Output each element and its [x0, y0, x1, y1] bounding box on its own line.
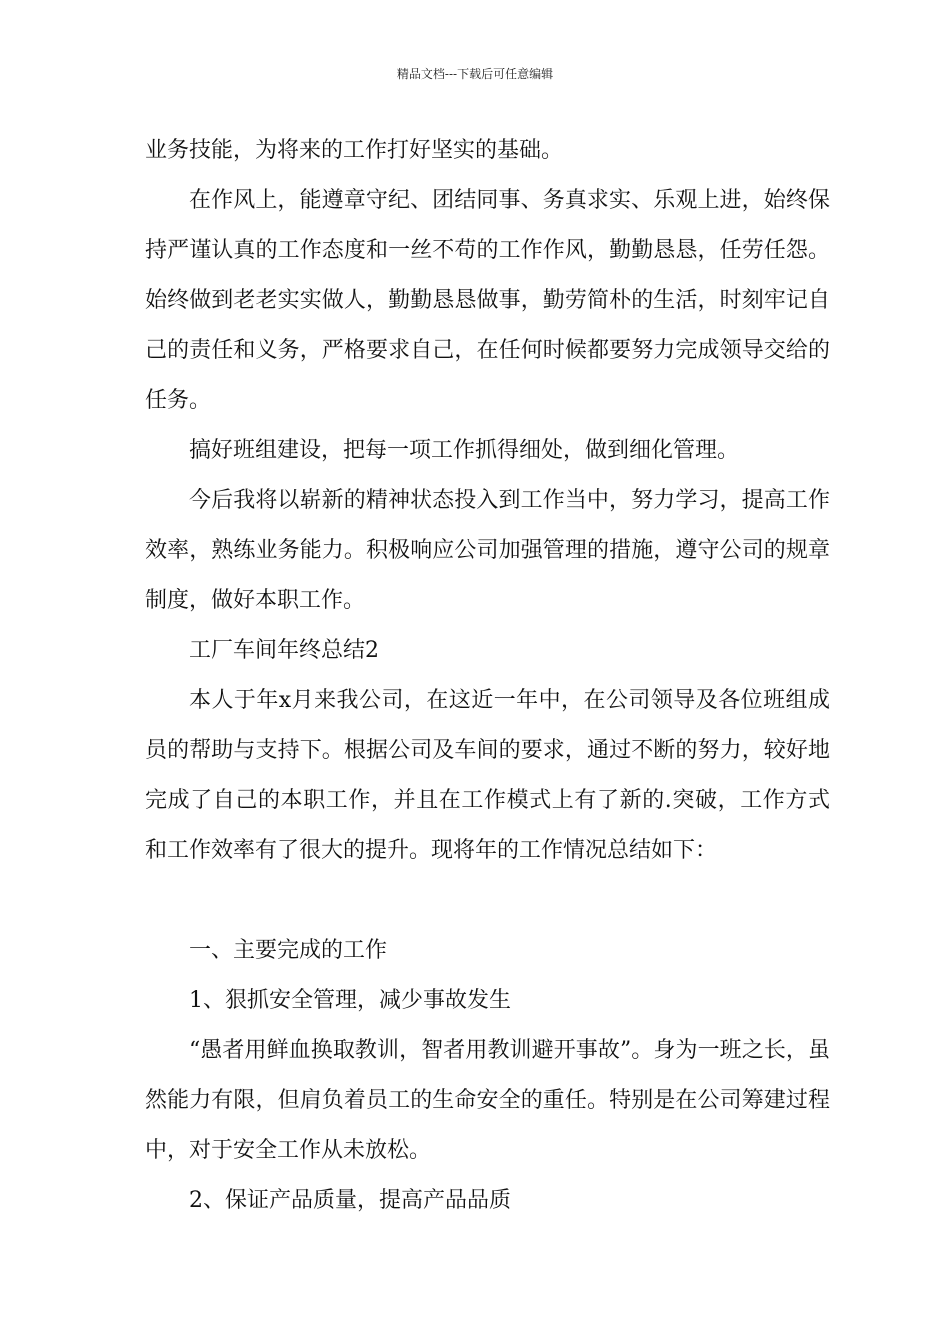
- paragraph-intro: 本人于年x月来我公司，在这近一年中，在公司领导及各位班组成员的帮助与支持下。根据公司及车间的要求，通过不断的努力，较好地完成了自己的本职工作，并且在工作模式上有了新的.突破，工作方式和工作效率有了很大的提升。现将年的工作情况总结如下：: [145, 688, 830, 863]
- section-title-summary-2: 工厂车间年终总结2: [189, 638, 379, 663]
- paragraph-safety: “愚者用鲜血换取教训，智者用教训避开事故”。身为一班之长，虽然能力有限，但肩负着员工的生命安全的重任。特别是在公司筹建过程中，对于安全工作从未放松。: [145, 1038, 830, 1163]
- subheading-quality: 2、保证产品质量，提高产品品质: [189, 1188, 511, 1213]
- paragraph-future-plan: 今后我将以崭新的精神状态投入到工作当中，努力学习，提高工作效率，熟练业务能力。积极响应公司加强管理的措施，遵守公司的规章制度，做好本职工作。: [145, 488, 830, 613]
- paragraph-work-style: 在作风上，能遵章守纪、团结同事、务真求实、乐观上进，始终保持严谨认真的工作态度和一丝不苟的工作作风，勤勤恳恳，任劳任怨。始终做到老老实实做人，勤勤恳恳做事，勤劳简朴的生活，时刻牢记自己的责任和义务，严格要求自己，在任何时候都要努力完成领导交给的任务。: [145, 188, 830, 413]
- paragraph-continuation: 业务技能，为将来的工作打好坚实的基础。: [145, 138, 564, 163]
- heading-main-work: 一、主要完成的工作: [189, 938, 388, 963]
- paragraph-team-building: 搞好班组建设，把每一项工作抓得细处，做到细化管理。: [189, 438, 740, 463]
- page-header: 精品文档---下载后可任意编辑: [396, 67, 554, 81]
- document-body: [145, 126, 830, 1226]
- blank-line: [145, 876, 830, 926]
- subheading-safety: 1、狠抓安全管理，减少事故发生: [189, 988, 511, 1013]
